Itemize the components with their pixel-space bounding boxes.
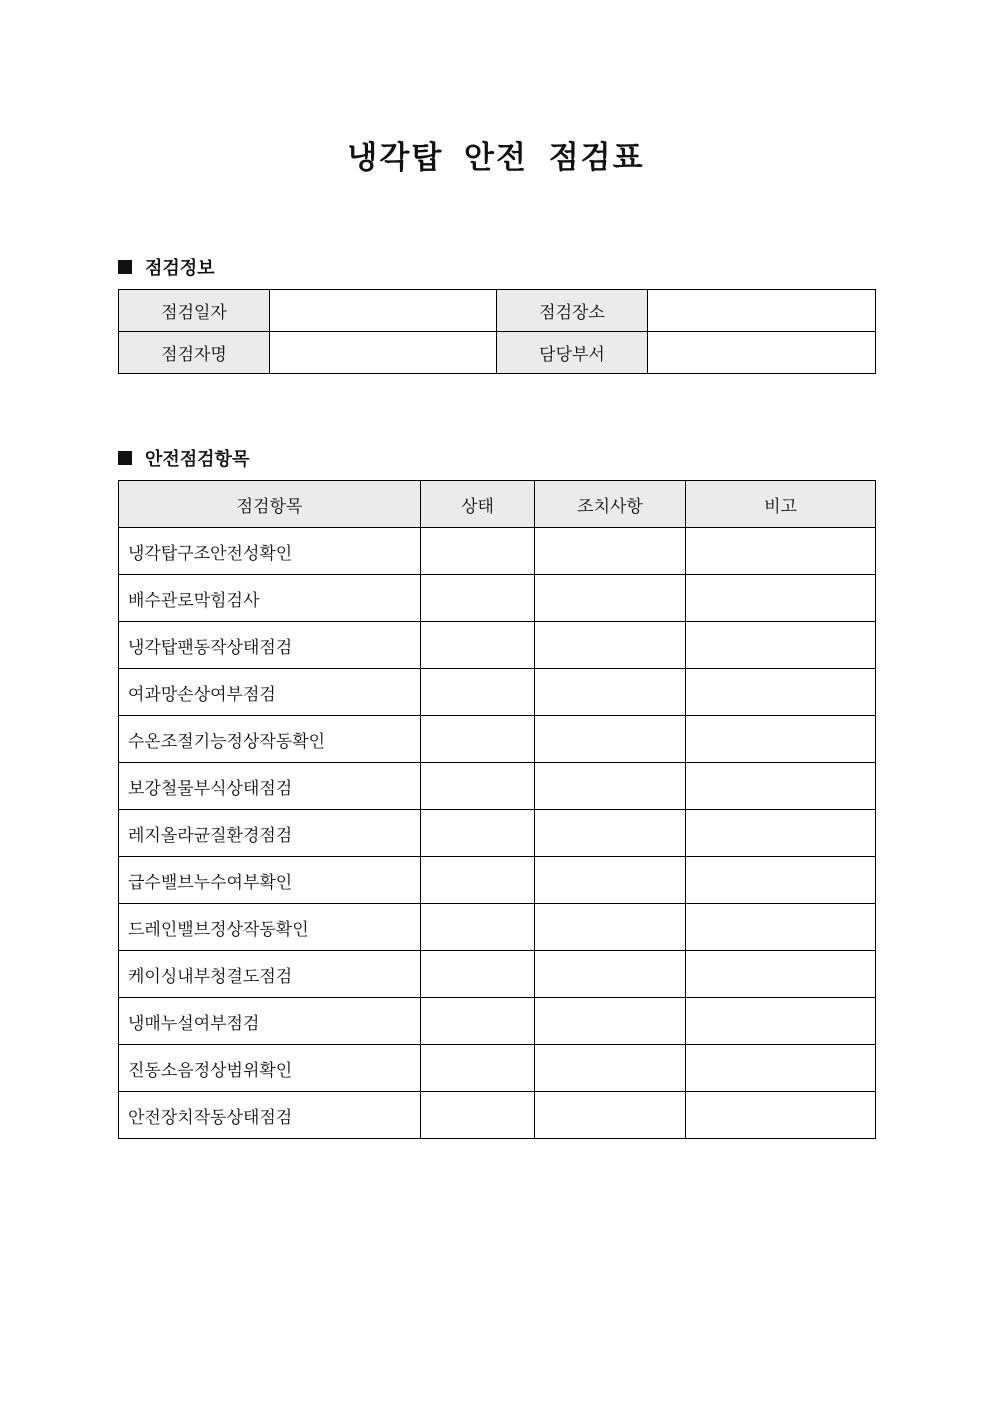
check-item-label: 케이싱내부청결도점검 bbox=[119, 951, 421, 998]
action-cell[interactable] bbox=[535, 904, 686, 951]
remarks-cell[interactable] bbox=[686, 575, 876, 622]
status-cell[interactable] bbox=[421, 528, 535, 575]
action-cell[interactable] bbox=[535, 1045, 686, 1092]
remarks-cell[interactable] bbox=[686, 998, 876, 1045]
department-label: 담당부서 bbox=[497, 332, 648, 374]
action-cell[interactable] bbox=[535, 951, 686, 998]
check-item-label: 냉각탑구조안전성확인 bbox=[119, 528, 421, 575]
remarks-cell[interactable] bbox=[686, 716, 876, 763]
status-cell[interactable] bbox=[421, 763, 535, 810]
inspector-label: 점검자명 bbox=[119, 332, 270, 374]
action-cell[interactable] bbox=[535, 669, 686, 716]
check-item-label: 배수관로막힘검사 bbox=[119, 575, 421, 622]
status-cell[interactable] bbox=[421, 857, 535, 904]
remarks-cell[interactable] bbox=[686, 951, 876, 998]
table-row bbox=[119, 716, 876, 763]
table-header-row bbox=[119, 481, 876, 528]
table-row bbox=[119, 332, 876, 374]
status-cell[interactable] bbox=[421, 904, 535, 951]
action-cell[interactable] bbox=[535, 810, 686, 857]
check-item-label: 급수밸브누수여부확인 bbox=[119, 857, 421, 904]
remarks-cell[interactable] bbox=[686, 1092, 876, 1139]
action-cell[interactable] bbox=[535, 716, 686, 763]
table-row bbox=[119, 951, 876, 998]
remarks-cell[interactable] bbox=[686, 763, 876, 810]
remarks-cell[interactable] bbox=[686, 857, 876, 904]
inspector-field[interactable] bbox=[270, 332, 497, 374]
safety-checklist-table bbox=[118, 480, 876, 1139]
table-row bbox=[119, 904, 876, 951]
column-header-remarks: 비고 bbox=[686, 481, 876, 528]
table-row bbox=[119, 763, 876, 810]
table-row bbox=[119, 575, 876, 622]
action-cell[interactable] bbox=[535, 575, 686, 622]
column-header-item: 점검항목 bbox=[119, 481, 421, 528]
status-cell[interactable] bbox=[421, 669, 535, 716]
check-item-label: 냉매누설여부점검 bbox=[119, 998, 421, 1045]
status-cell[interactable] bbox=[421, 716, 535, 763]
section-heading-label: 안전점검항목 bbox=[145, 449, 250, 470]
date-field[interactable] bbox=[270, 290, 497, 332]
section-heading-info bbox=[118, 254, 215, 280]
table-row bbox=[119, 998, 876, 1045]
remarks-cell[interactable] bbox=[686, 669, 876, 716]
column-header-action: 조치사항 bbox=[535, 481, 686, 528]
status-cell[interactable] bbox=[421, 1092, 535, 1139]
inspection-info-table bbox=[118, 289, 876, 374]
table-row bbox=[119, 669, 876, 716]
department-field[interactable] bbox=[648, 332, 876, 374]
table-row bbox=[119, 528, 876, 575]
check-item-label: 진동소음정상범위확인 bbox=[119, 1045, 421, 1092]
remarks-cell[interactable] bbox=[686, 810, 876, 857]
black-square-bullet-icon bbox=[118, 451, 132, 465]
check-item-label: 수온조절기능정상작동확인 bbox=[119, 716, 421, 763]
action-cell[interactable] bbox=[535, 622, 686, 669]
table-row bbox=[119, 810, 876, 857]
action-cell[interactable] bbox=[535, 998, 686, 1045]
check-item-label: 안전장치작동상태점검 bbox=[119, 1092, 421, 1139]
page-title: 냉각탑 안전 점검표 bbox=[347, 140, 645, 176]
action-cell[interactable] bbox=[535, 857, 686, 904]
section-heading-checklist bbox=[118, 445, 249, 471]
remarks-cell[interactable] bbox=[686, 904, 876, 951]
action-cell[interactable] bbox=[535, 763, 686, 810]
black-square-bullet-icon bbox=[118, 260, 132, 274]
remarks-cell[interactable] bbox=[686, 528, 876, 575]
action-cell[interactable] bbox=[535, 1092, 686, 1139]
action-cell[interactable] bbox=[535, 528, 686, 575]
table-row bbox=[119, 857, 876, 904]
status-cell[interactable] bbox=[421, 622, 535, 669]
status-cell[interactable] bbox=[421, 951, 535, 998]
check-item-label: 여과망손상여부점검 bbox=[119, 669, 421, 716]
place-label: 점검장소 bbox=[497, 290, 648, 332]
section-heading-label: 점검정보 bbox=[145, 258, 215, 279]
table-row bbox=[119, 1045, 876, 1092]
check-item-label: 드레인밸브정상작동확인 bbox=[119, 904, 421, 951]
date-label: 점검일자 bbox=[119, 290, 270, 332]
table-row bbox=[119, 290, 876, 332]
status-cell[interactable] bbox=[421, 575, 535, 622]
status-cell[interactable] bbox=[421, 810, 535, 857]
status-cell[interactable] bbox=[421, 1045, 535, 1092]
checklist-body bbox=[119, 528, 876, 1139]
remarks-cell[interactable] bbox=[686, 622, 876, 669]
column-header-status: 상태 bbox=[421, 481, 535, 528]
check-item-label: 냉각탑팬동작상태점검 bbox=[119, 622, 421, 669]
check-item-label: 레지올라균질환경점검 bbox=[119, 810, 421, 857]
status-cell[interactable] bbox=[421, 998, 535, 1045]
table-row bbox=[119, 622, 876, 669]
remarks-cell[interactable] bbox=[686, 1045, 876, 1092]
place-field[interactable] bbox=[648, 290, 876, 332]
table-row bbox=[119, 1092, 876, 1139]
check-item-label: 보강철물부식상태점검 bbox=[119, 763, 421, 810]
